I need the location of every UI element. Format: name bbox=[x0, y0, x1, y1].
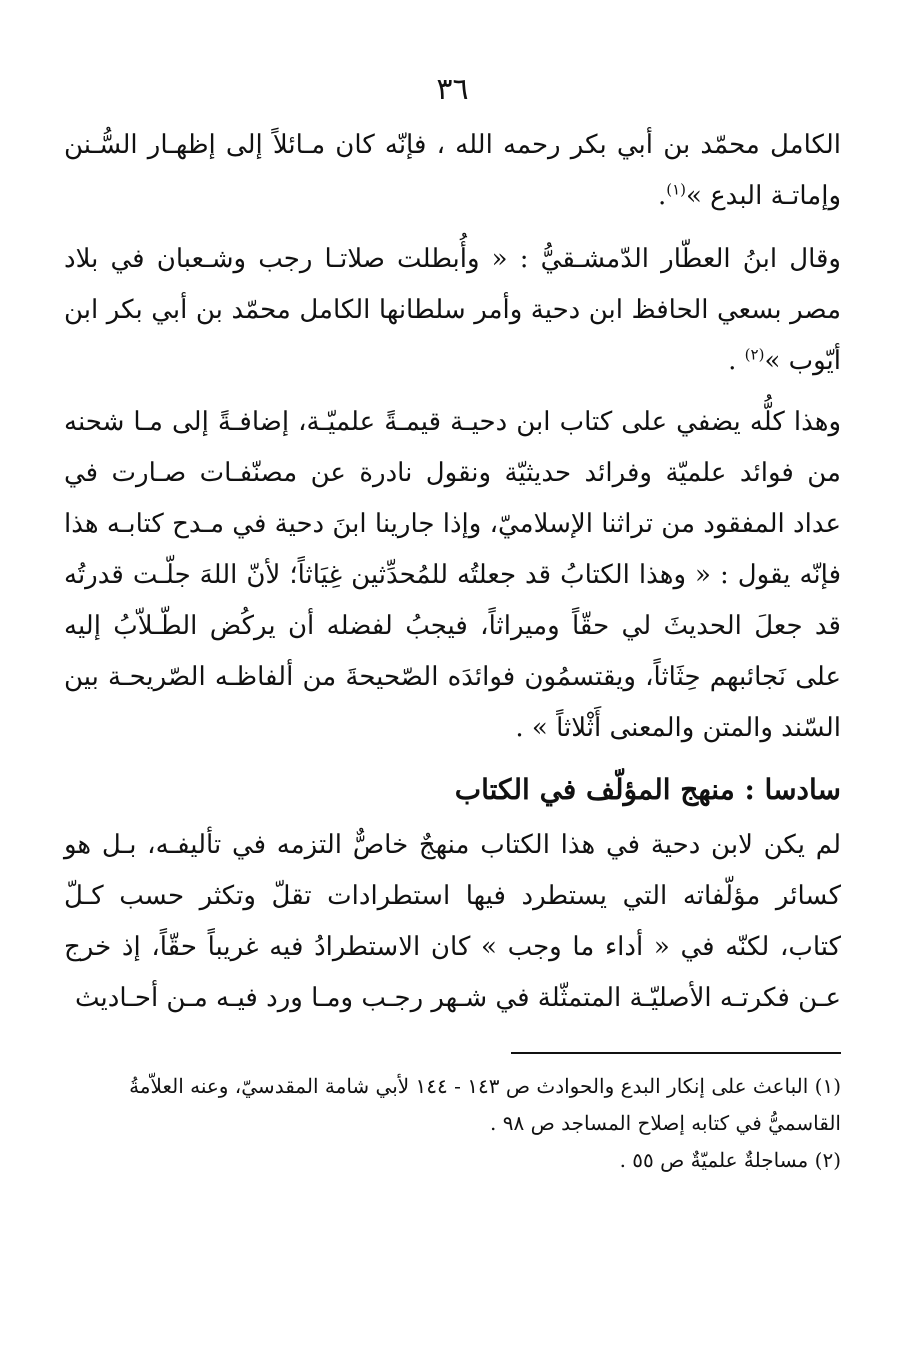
paragraph-4: لم يكن لابن دحية في هذا الكتاب منهجٌ خاصٌّ التزمه في تأليفـه، بـل هو كسائر مؤلّفاته التي يستطرد فيها استطرادات تقلّ وتكثر حسب كـلّ كتاب، لكنّه في « أداء ما وجب » كان الاستطرادُ فيه غريباً حقّاً، إذ خرج عـن فكرتـه الأصليّـة المتمثّلة في شـهر رجـب ومـا ورد فيـه مـن أحـاديث bbox=[64, 830, 841, 1013]
paragraph-2-end: . bbox=[728, 346, 745, 376]
footnote-ref-1: (١) bbox=[666, 180, 686, 199]
paragraph-1-text: الكامل محمّد بن أبي بكر رحمه الله ، فإنّه كان مـائلاً إلى إظهـار السُّـنن وإماتـة البدع » bbox=[64, 130, 841, 211]
paragraph-3: وهذا كلُّه يضفي على كتاب ابن دحيـة قيمـةً علميّـة، إضافـةً إلى مـا شحنه من فوائد علميّة وفرائد حديثيّة ونقول نادرة عن مصنّفـات صـارت في عداد المفقود من تراثنا الإسلاميّ، وإذا جارينا ابنَ دحية في مـدح كتابـه هذا فإنّه يقول : « وهذا الكتابُ قد جعلتُه للمُحدِّثين غِيَاثاً؛ لأنّ اللهَ جلّـت قدرتُه قد جعلَ الحديثَ لي حقّاً وميراثاً، فيجبُ لفضله أن يركُض الطّـلاّبُ إليه على نَجائبهم حِثَاثاً، ويقتسمُون فوائدَه الصّحيحةَ من ألفاظـه الصّريحـة بين السّند والمتن والمعنى أَثْلاثاً » . bbox=[64, 407, 841, 743]
paragraph-1-end: . bbox=[657, 181, 667, 211]
paragraph-2 bbox=[64, 234, 841, 387]
paragraph-1 bbox=[64, 120, 841, 222]
section-heading: سادسا : منهج المؤلّف في الكتاب bbox=[454, 773, 841, 806]
page-number: ٣٦ bbox=[436, 72, 469, 107]
footnote-ref-2: (٢) bbox=[744, 345, 765, 364]
footnote-1: (١) الباعث على إنكار البدع والحوادث ص ١٤٣ - ١٤٤ لأبي شامة المقدسيّ، وعنه العلاّمةُ القاسميُّ في كتابه إصلاح المساجد ص ٩٨ . bbox=[129, 1074, 841, 1135]
footnote-2: (٢) مساجلةٌ علميّةٌ ص ٥٥ . bbox=[619, 1148, 841, 1172]
paragraph-2-text: وقال ابنُ العطّار الدّمشـقيُّ : « وأُبطلت صلاتـا رجب وشـعبان في بلاد مصر بسعي الحافظ ابن دحية وأمر سلطانها الكامل محمّد بن أبي بكر ابن أيّوب » bbox=[64, 244, 841, 376]
footnote-divider bbox=[511, 1052, 841, 1054]
